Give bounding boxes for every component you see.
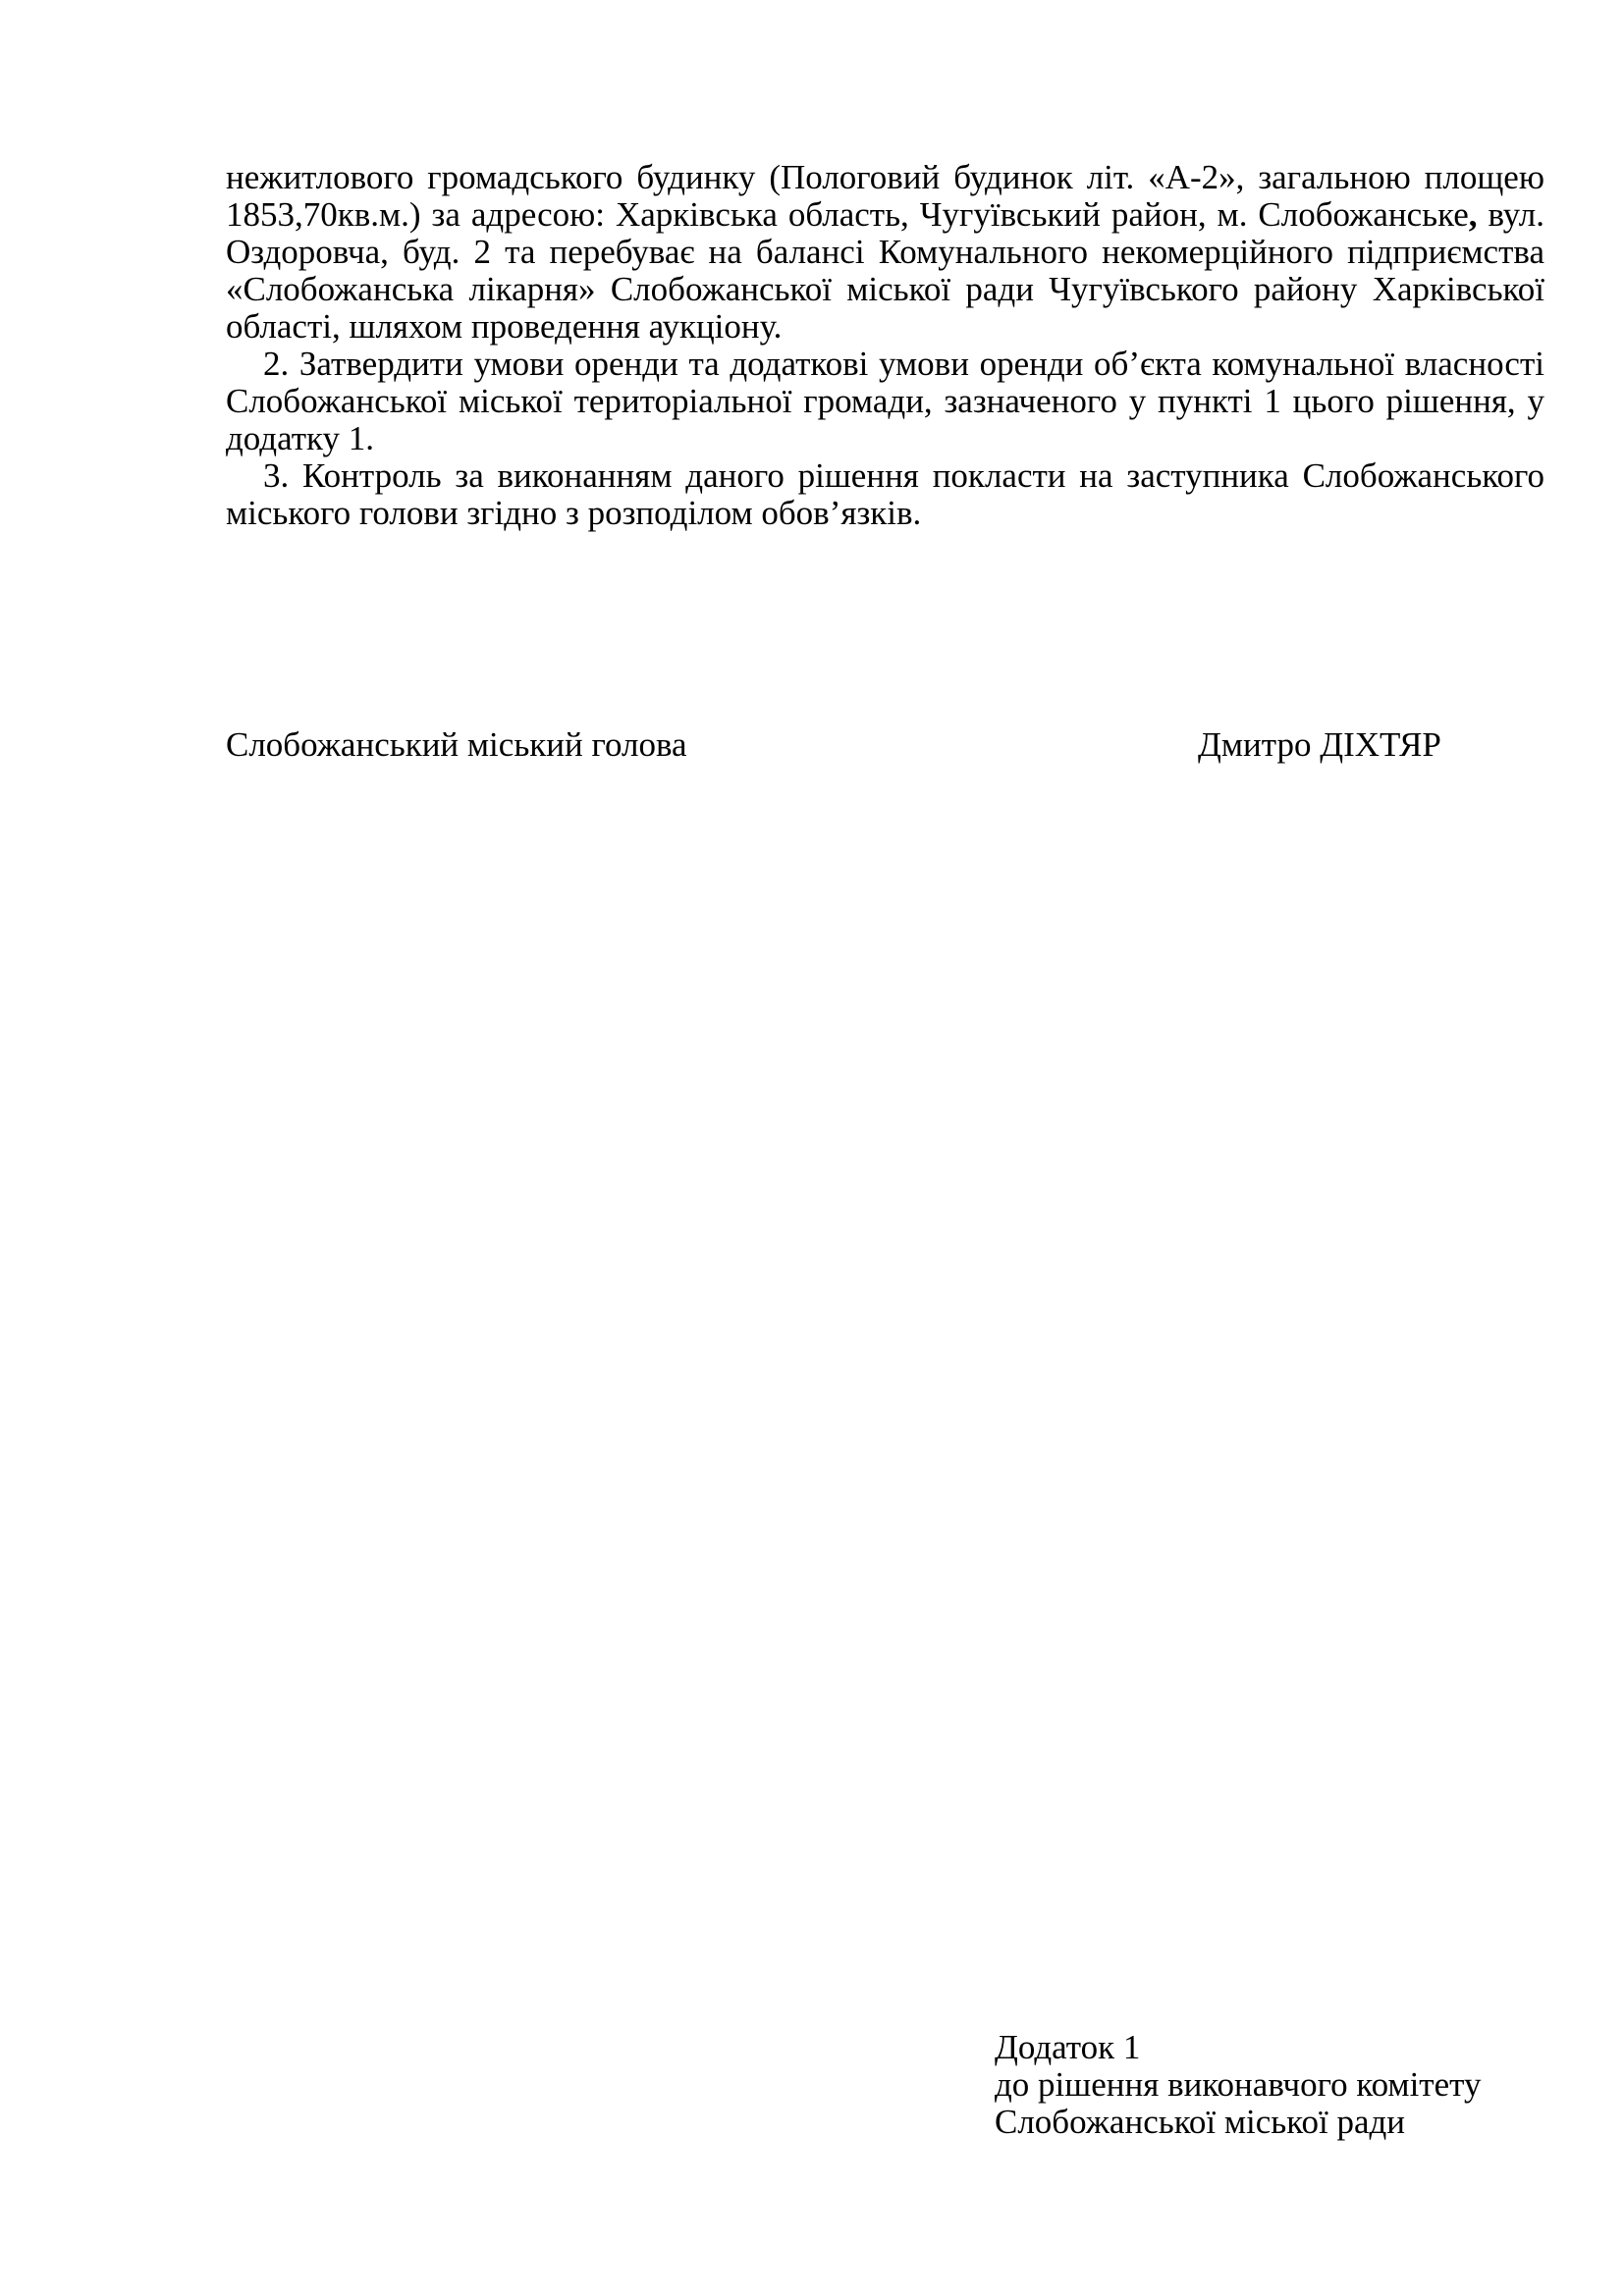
appendix-council-line: Слобожанської міської ради xyxy=(995,2103,1406,2141)
appendix-reference-line: до рішення виконавчого комітету xyxy=(995,2065,1482,2104)
signature-name: Дмитро ДІХТЯР xyxy=(1198,725,1441,764)
signature-title: Слобожанський міський голова xyxy=(226,725,687,764)
paragraph-continuation xyxy=(226,159,1544,346)
paragraph-item-3: 3. Контроль за виконанням даного рішення покласти на заступника Слобожанського міського голови згідно з розподілом обов’язків. xyxy=(226,456,1544,532)
paragraph-1-text-after: вул. Оздоровча, буд. 2 та перебуває на балансі Комунального некомерційного підприємства «Слобожанська лікарня» Слобожанської міської ради Чугуївського району Харківської області, шляхом проведення аукціону. xyxy=(226,195,1544,346)
paragraph-1-bold-comma: , xyxy=(1468,195,1478,234)
appendix-title: Додаток 1 xyxy=(995,2028,1141,2066)
paragraph-item-2: 2. Затвердити умови оренди та додаткові умови оренди об’єкта комунальної власності Слобожанської міської територіальної громади, зазначеного у пункті 1 цього рішення, у додатку 1. xyxy=(226,345,1544,457)
document-body xyxy=(226,159,1544,532)
signature-row xyxy=(226,726,1544,764)
appendix-block xyxy=(995,2029,1481,2141)
paragraph-1-text-before: нежитлового громадського будинку (Пологовий будинок літ. «А-2», загальною площею 1853,70кв.м.) за адресою: Харківська область, Чугуївський район, м. Слобожанське xyxy=(226,158,1544,234)
